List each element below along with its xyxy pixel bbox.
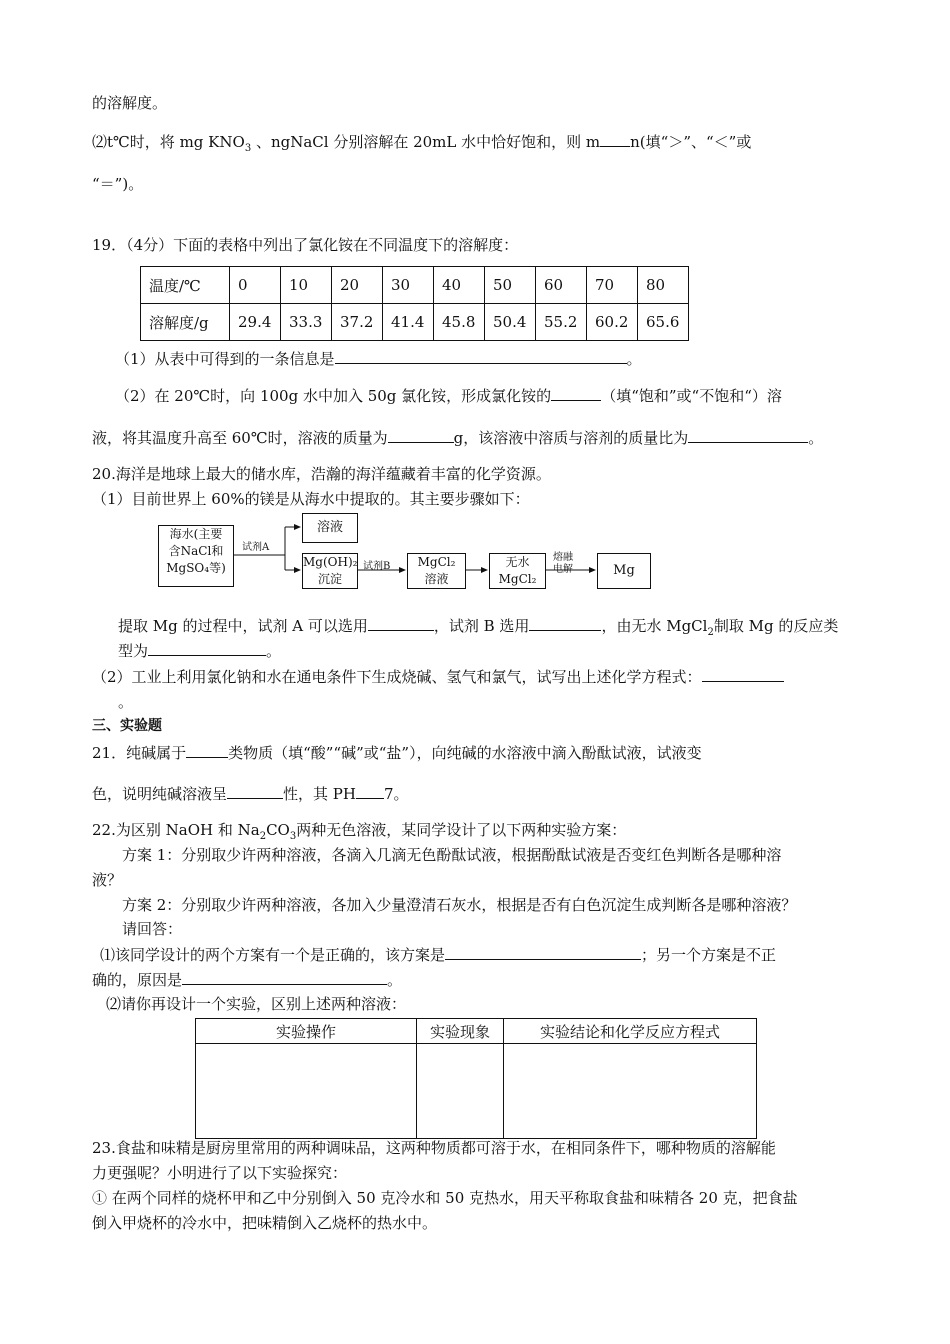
table-cell: 10: [281, 267, 332, 304]
plan-2: 方案 2：分别取少许两种溶液，各加入少量澄清石灰水，根据是否有白色沉淀生成判断各是哪种溶液？: [122, 896, 797, 914]
flow-diagram: [155, 505, 675, 605]
table-cell: 温度/℃: [141, 267, 230, 304]
table-cell: 80: [638, 267, 689, 304]
answer-cell[interactable]: [417, 1044, 504, 1139]
table-cell: 37.2: [332, 304, 383, 341]
anhydrous-mgcl2-box: 无水 MgCl₂: [489, 553, 546, 589]
text-line: 液？: [92, 871, 123, 889]
question-22-2: ⑵请你再设计一个实验，区别上述两种溶液：: [106, 995, 407, 1013]
table-cell: 40: [434, 267, 485, 304]
electrolysis-label: 熔融 电解: [553, 552, 573, 575]
question-22: 22.为区别 NaOH 和 $Na_2CO_3$两种无色溶液，某同学设计了以下两种实验方案：: [92, 821, 627, 842]
experiment-table: [195, 1018, 757, 1139]
question-19-3: 液，将其温度升高至 60℃时，溶液的质量为 g，该溶液中溶质与溶剂的质量比为 。: [92, 429, 824, 447]
table-cell: 0: [230, 267, 281, 304]
question-19-1: （1）从表中可得到的一条信息是 。: [115, 350, 642, 368]
table-cell: 65.6: [638, 304, 689, 341]
question-22-1b: 确的，原因是 。: [92, 971, 403, 989]
answer-cell[interactable]: [504, 1044, 757, 1139]
answer-cell[interactable]: [196, 1044, 417, 1139]
table-cell: 20: [332, 267, 383, 304]
table-cell: 50.4: [485, 304, 536, 341]
question-23: 23.食盐和味精是厨房里常用的两种调味品，这两种物质都可溶于水，在相同条件下，哪种物质的溶解能: [92, 1139, 776, 1157]
question-19-2: （2）在 20℃时，向 100g 水中加入 50g 氯化铵，形成氯化铵的 （填“饱和”或“不饱和“）溶: [115, 387, 782, 405]
text-line: 力更强呢？小明进行了以下实验探究：: [92, 1164, 348, 1182]
table-row: [196, 1019, 757, 1044]
section-title: 三、实验题: [92, 718, 162, 734]
question-20-fill-2: 型为 。: [118, 642, 282, 660]
reagent-a-label: 试剂A: [242, 542, 270, 553]
text-line: “＝”)。: [92, 175, 144, 193]
text-line: 。: [118, 693, 134, 711]
question-20-fill: 提取 Mg 的过程中，试剂 A 可以选用 ，试剂 B 选用 ，由无水 MgCl$_2$制取 Mg 的反应类: [118, 617, 839, 638]
table-cell: 55.2: [536, 304, 587, 341]
table-row: [141, 304, 689, 341]
solution-box: 溶液: [302, 513, 358, 543]
question-20-2: （2）工业上利用氯化钠和水在通电条件下生成烧碱、氢气和氯气，试写出上述化学方程式：: [92, 667, 784, 687]
table-cell: 60.2: [587, 304, 638, 341]
table-row: [141, 267, 689, 304]
reagent-b-label: 试剂B: [363, 561, 391, 572]
mgcl2-solution-box: MgCl₂ 溶液: [407, 553, 466, 589]
table-cell: 50: [485, 267, 536, 304]
plan-1: 方案 1：分别取少许两种溶液，各滴入几滴无色酚酞试液，根据酚酞试液是否变红色判断各是哪种溶: [122, 846, 782, 864]
text-line: 的溶解度。: [92, 94, 168, 112]
table-cell: 29.4: [230, 304, 281, 341]
mgoh2-box: Mg(OH)₂ 沉淀: [302, 553, 358, 589]
table-header: 实验操作: [196, 1019, 417, 1044]
solubility-table: [140, 266, 689, 341]
table-header: 实验现象: [417, 1019, 504, 1044]
table-cell: 33.3: [281, 304, 332, 341]
text-line: 倒入甲烧杯的冷水中，把味精倒入乙烧杯的热水中。: [92, 1214, 438, 1232]
table-cell: 60: [536, 267, 587, 304]
question-19: 19．（4分）下面的表格中列出了氯化铵在不同温度下的溶解度：: [92, 236, 519, 254]
text-line: 请回答：: [122, 920, 183, 938]
table-cell: 41.4: [383, 304, 434, 341]
table-cell: 70: [587, 267, 638, 304]
question-21-b: 色，说明纯碱溶液呈 性，其 PH 7。: [92, 785, 409, 803]
mg-box: Mg: [597, 553, 651, 589]
question-20: 20.海洋是地球上最大的储水库，浩瀚的海洋蕴藏着丰富的化学资源。: [92, 465, 551, 483]
text-line: ① 在两个同样的烧杯甲和乙中分别倒入 50 克冷水和 50 克热水，用天平称取食盐和味精各 20 克，把食盐: [92, 1189, 798, 1207]
table-header: 实验结论和化学反应方程式: [504, 1019, 757, 1044]
table-row: [196, 1044, 757, 1139]
question-18-2: ⑵t℃时，将 mg $KNO_3$ 、ngNaCl 分别溶解在 20mL 水中恰好饱和，则 m n(填“＞”、“＜”或: [92, 133, 752, 154]
table-cell: 溶解度/g: [141, 304, 230, 341]
question-22-1: ⑴该同学设计的两个方案有一个是正确的，该方案是 ；另一个方案是不正: [100, 946, 777, 964]
question-21: 21．纯碱属于 类物质（填“酸”“碱”或“盐”），向纯碱的水溶液中滴入酚酞试液，试液变: [92, 744, 702, 762]
table-cell: 30: [383, 267, 434, 304]
question-20-1: （1）目前世界上 60%的镁是从海水中提取的。其主要步骤如下：: [92, 490, 530, 508]
table-cell: 45.8: [434, 304, 485, 341]
seawater-box: 海水(主要 含NaCl和 MgSO₄等): [158, 525, 234, 587]
